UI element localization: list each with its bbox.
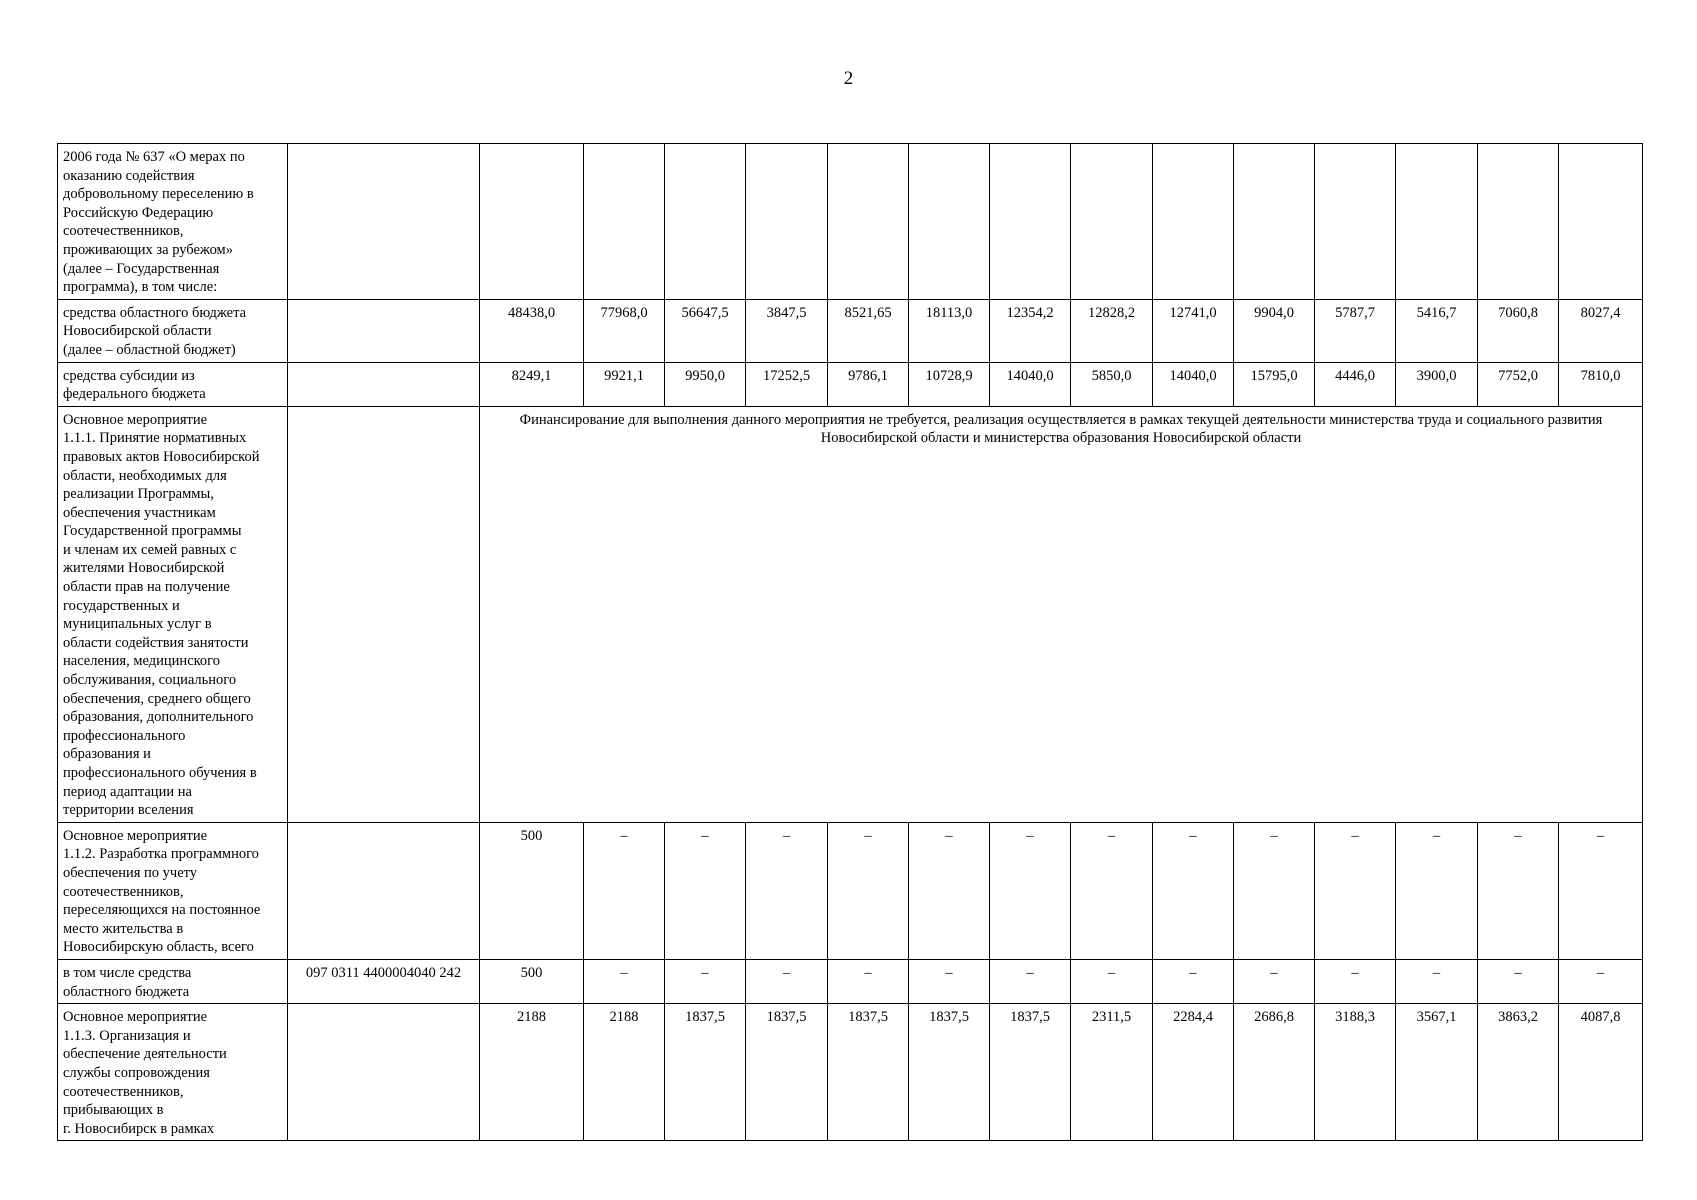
value-cell: 2188 [480, 1004, 584, 1141]
value-cell: 5416,7 [1396, 299, 1478, 362]
value-cell: 1837,5 [990, 1004, 1071, 1141]
value-cell: – [990, 959, 1071, 1003]
value-cell: – [1315, 822, 1396, 959]
value-cell: 500 [480, 959, 584, 1003]
value-cell: – [584, 822, 665, 959]
value-cell: – [1071, 822, 1153, 959]
financing-note: Финансирование для выполнения данного мероприятия не требуется, реализация осуществляется в рамках текущей деятельности министерства труда и социального развития Новосибирской области и министерства образования Новосибирской области [480, 406, 1643, 822]
value-cell: 12828,2 [1071, 299, 1153, 362]
value-cell: – [1153, 959, 1234, 1003]
table-row [58, 1004, 1643, 1141]
budget-code-cell [288, 299, 480, 362]
value-cell: 7060,8 [1478, 299, 1559, 362]
value-cell: 3188,3 [1315, 1004, 1396, 1141]
row-description: Основное мероприятие 1.1.2. Разработка программного обеспечения по учету соотечественников, переселяющихся на постоянное место жительства в Новосибирскую область, всего [58, 822, 288, 959]
value-cell: 1837,5 [746, 1004, 828, 1141]
value-cell: – [909, 959, 990, 1003]
row-description: в том числе средства областного бюджета [58, 959, 288, 1003]
budget-code-cell [288, 144, 480, 300]
value-cell [1478, 144, 1559, 300]
row-description: средства субсидии из федерального бюджета [58, 362, 288, 406]
value-cell: – [746, 822, 828, 959]
value-cell: 3900,0 [1396, 362, 1478, 406]
value-cell: 5850,0 [1071, 362, 1153, 406]
value-cell: 10728,9 [909, 362, 990, 406]
row-description: 2006 года № 637 «О мерах по оказанию содействия добровольному переселению в Российскую Федерацию соотечественников, проживающих за рубежом» (далее – Государственная программа), в том числе: [58, 144, 288, 300]
value-cell: 15795,0 [1234, 362, 1315, 406]
value-cell: 14040,0 [1153, 362, 1234, 406]
value-cell: – [1071, 959, 1153, 1003]
budget-code-cell [288, 822, 480, 959]
value-cell: – [1396, 959, 1478, 1003]
value-cell: 500 [480, 822, 584, 959]
value-cell: – [1559, 959, 1643, 1003]
value-cell: 8027,4 [1559, 299, 1643, 362]
value-cell: – [990, 822, 1071, 959]
value-cell: 2311,5 [1071, 1004, 1153, 1141]
value-cell [1396, 144, 1478, 300]
value-cell: – [1315, 959, 1396, 1003]
table-row [58, 362, 1643, 406]
value-cell: 1837,5 [909, 1004, 990, 1141]
budget-code-cell [288, 406, 480, 822]
row-description: Основное мероприятие 1.1.3. Организация и обеспечение деятельности службы сопровождения соотечественников, прибывающих в г. Новосибирск в рамках [58, 1004, 288, 1141]
value-cell [1153, 144, 1234, 300]
value-cell [1315, 144, 1396, 300]
value-cell [1071, 144, 1153, 300]
value-cell: 7810,0 [1559, 362, 1643, 406]
value-cell [1234, 144, 1315, 300]
value-cell: – [1559, 822, 1643, 959]
value-cell: 1837,5 [828, 1004, 909, 1141]
value-cell: 2284,4 [1153, 1004, 1234, 1141]
value-cell: 7752,0 [1478, 362, 1559, 406]
value-cell: – [1478, 959, 1559, 1003]
page-number: 2 [843, 68, 854, 89]
table-row [58, 959, 1643, 1003]
value-cell: 3567,1 [1396, 1004, 1478, 1141]
value-cell: – [1396, 822, 1478, 959]
budget-code-cell [288, 362, 480, 406]
value-cell: – [584, 959, 665, 1003]
value-cell: – [828, 959, 909, 1003]
value-cell: – [1234, 959, 1315, 1003]
table-row [58, 299, 1643, 362]
value-cell: 12354,2 [990, 299, 1071, 362]
table-row [58, 406, 1643, 822]
value-cell: – [746, 959, 828, 1003]
value-cell: – [665, 822, 746, 959]
value-cell: 48438,0 [480, 299, 584, 362]
row-description: средства областного бюджета Новосибирской области (далее – областной бюджет) [58, 299, 288, 362]
value-cell: 77968,0 [584, 299, 665, 362]
budget-code-cell: 097 0311 4400004040 242 [288, 959, 480, 1003]
value-cell [909, 144, 990, 300]
value-cell: 8521,65 [828, 299, 909, 362]
value-cell: 56647,5 [665, 299, 746, 362]
value-cell: 3847,5 [746, 299, 828, 362]
value-cell: 4446,0 [1315, 362, 1396, 406]
value-cell: 5787,7 [1315, 299, 1396, 362]
value-cell: 4087,8 [1559, 1004, 1643, 1141]
value-cell: – [1234, 822, 1315, 959]
value-cell: 17252,5 [746, 362, 828, 406]
value-cell [584, 144, 665, 300]
row-description: Основное мероприятие 1.1.1. Принятие нормативных правовых актов Новосибирской области, необходимых для реализации Программы, обеспечения участникам Государственной программы и членам их семей равных с жителями Новосибирской области прав на получение государственных и муниципальных услуг в области содействия занятости населения, медицинского обслуживания, социального обеспечения, среднего общего образования, дополнительного профессионального образования и профессионального обучения в период адаптации на территории вселения [58, 406, 288, 822]
value-cell: – [909, 822, 990, 959]
value-cell: 2188 [584, 1004, 665, 1141]
value-cell [1559, 144, 1643, 300]
value-cell: 9950,0 [665, 362, 746, 406]
value-cell: 8249,1 [480, 362, 584, 406]
value-cell: – [665, 959, 746, 1003]
value-cell: – [1478, 822, 1559, 959]
value-cell: 9921,1 [584, 362, 665, 406]
value-cell [990, 144, 1071, 300]
value-cell: 1837,5 [665, 1004, 746, 1141]
value-cell [828, 144, 909, 300]
value-cell: 9904,0 [1234, 299, 1315, 362]
value-cell: 14040,0 [990, 362, 1071, 406]
table-row [58, 822, 1643, 959]
budget-table [57, 143, 1643, 1141]
value-cell: 12741,0 [1153, 299, 1234, 362]
value-cell: 2686,8 [1234, 1004, 1315, 1141]
value-cell [665, 144, 746, 300]
value-cell: 9786,1 [828, 362, 909, 406]
budget-code-cell [288, 1004, 480, 1141]
value-cell [746, 144, 828, 300]
value-cell: – [1153, 822, 1234, 959]
value-cell: 18113,0 [909, 299, 990, 362]
value-cell [480, 144, 584, 300]
value-cell: – [828, 822, 909, 959]
value-cell: 3863,2 [1478, 1004, 1559, 1141]
table-row [58, 144, 1643, 300]
